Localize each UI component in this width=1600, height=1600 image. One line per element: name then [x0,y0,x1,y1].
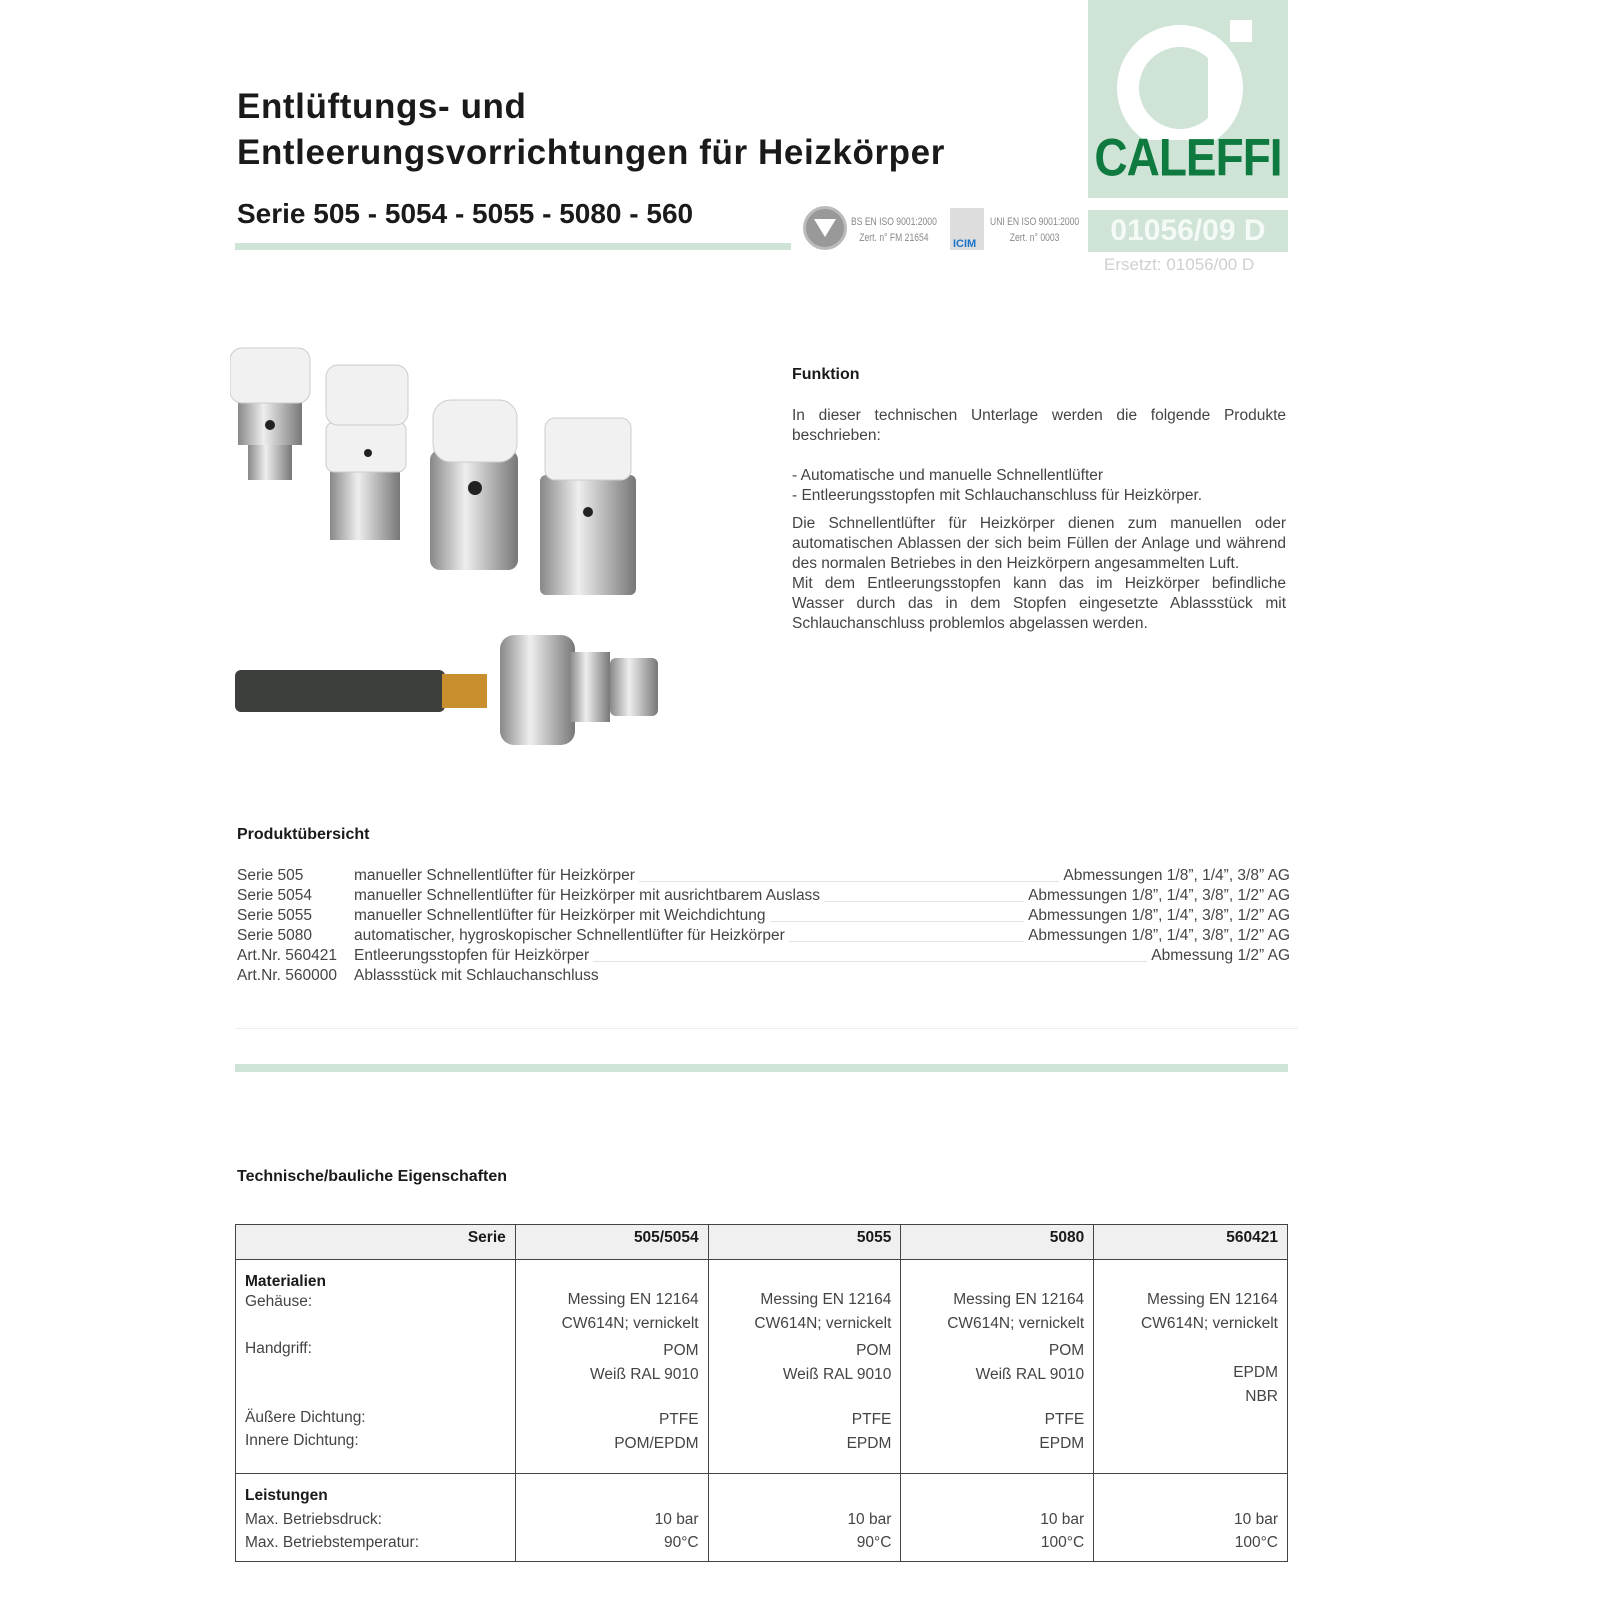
temperature-value: 90°C [856,1534,892,1551]
outer-seal-value: EPDM [1233,1364,1278,1381]
product-dimensions: Abmessungen 1/8”, 1/4”, 3/8”, 1/2” AG [1028,887,1290,904]
performance-cell [1094,1474,1288,1562]
cert-2-line1: UNI EN ISO 9001:2000 [990,216,1080,228]
housing-value: CW614N; vernickelt [1141,1314,1278,1332]
function-paragraph: Die Schnellentlüfter für Heizkörper dienen zum manuellen oder automatischen Ablassen der sich beim Füllen der Anlage und während des normalen Betriebes in den Heizkörpern angesammelten Luft. [792,515,1286,572]
product-id: Art.Nr. 560000 [237,967,337,984]
row-label: Max. Betriebsdruck: [245,1510,382,1528]
housing-value: CW614N; vernickelt [561,1314,699,1332]
handle-value: POM [1048,1342,1085,1359]
housing-value: Messing EN 12164 [953,1291,1085,1308]
outer-seal-value: PTFE [851,1411,892,1428]
product-id: Serie 5080 [237,927,312,944]
leader-line [824,901,1024,902]
inner-seal-value: EPDM [846,1434,892,1452]
overview-row [237,926,1290,946]
function-bullet: - Entleerungsstopfen mit Schlauchanschluss für Heizkörper. [792,487,1203,504]
function-heading: Funktion [792,366,860,383]
product-id: Serie 505 [237,867,304,884]
column-header: 5055 [708,1225,901,1260]
handle-value: POM [856,1342,892,1359]
product-desc: manueller Schnellentlüfter für Heizkörper [354,867,635,884]
column-header: 505/5054 [515,1225,708,1260]
section-label: Materialien [245,1273,326,1290]
leader-line [770,921,1025,922]
logo-mark-icon [1088,0,1288,140]
handle-value: Weiß RAL 9010 [975,1365,1085,1383]
overview-row [237,886,1290,906]
overview-heading: Produktübersicht [237,826,370,843]
product-desc: manueller Schnellentlüfter für Heizkörper mit Weichdichtung [354,907,766,924]
overview-row [237,946,1290,966]
row-label: Äußere Dichtung: [245,1408,366,1426]
temperature-value: 90°C [663,1534,699,1551]
valve-5054 [326,365,408,540]
performance-cell [515,1474,708,1562]
performance-cell [901,1474,1094,1562]
section-label: Leistungen [245,1487,328,1504]
table-row-performance [236,1474,1288,1562]
product-dimensions: Abmessungen 1/8”, 1/4”, 3/8” AG [1063,867,1290,884]
housing-value: Messing EN 12164 [567,1291,699,1308]
icim-cert-icon [950,208,984,250]
product-id: Serie 5055 [237,907,312,924]
product-desc: automatischer, hygroskopischer Schnellentlüfter für Heizkörper [354,927,785,944]
materials-cell [708,1260,901,1474]
product-overview-list [237,866,1290,986]
row-label: Handgriff: [245,1339,312,1357]
drain-plug [235,635,658,745]
pressure-value: 10 bar [654,1510,699,1528]
outer-seal-value: PTFE [658,1411,699,1428]
product-id: Serie 5054 [237,887,312,904]
product-id: Art.Nr. 560421 [237,947,337,964]
pressure-value: 10 bar [847,1510,892,1528]
materials-cell [515,1260,708,1474]
cert-2-line2: Zert. n° 0003 [1009,232,1060,244]
valve-505 [230,348,310,480]
function-section [792,366,1286,634]
title-line-1: Entlüftungs- und [237,87,527,126]
handle-value: Weiß RAL 9010 [782,1365,892,1383]
temperature-value: 100°C [1234,1534,1278,1551]
pressure-value: 10 bar [1234,1510,1278,1528]
performance-labels [236,1474,516,1562]
product-dimensions: Abmessungen 1/8”, 1/4”, 3/8”, 1/2” AG [1028,907,1290,924]
product-dimensions: Abmessungen 1/8”, 1/4”, 3/8”, 1/2” AG [1028,927,1290,944]
materials-cell [901,1260,1094,1474]
inner-seal-value: POM/EPDM [614,1434,699,1452]
product-desc: manueller Schnellentlüfter für Heizkörper mit ausrichtbarem Auslass [354,887,821,904]
materials-cell [1094,1260,1288,1474]
overview-row [237,906,1290,926]
housing-value: Messing EN 12164 [1147,1291,1278,1308]
tech-heading: Technische/bauliche Eigenschaften [237,1168,507,1185]
handle-value: POM [663,1342,699,1359]
cert-1 [851,214,937,246]
table-header-row [236,1225,1288,1260]
table-row-materials [236,1260,1288,1474]
leader-line [789,941,1024,942]
column-header: 560421 [1094,1225,1288,1260]
icim-badge: ICIM [953,238,977,250]
product-desc: Entleerungsstopfen für Heizkörper [354,947,590,964]
caleffi-logo [1088,0,1288,198]
valve-5055 [430,400,518,570]
handle-value: Weiß RAL 9010 [590,1365,699,1383]
doc-code: 01056/09 D [1088,210,1288,252]
column-header: 5080 [901,1225,1094,1260]
housing-value: CW614N; vernickelt [754,1314,892,1332]
divider [235,243,791,250]
cert-1-line1: BS EN ISO 9001:2000 [851,216,937,228]
replaces-code: Ersetzt: 01056/00 D [1104,255,1255,274]
cert-1-line2: Zert. n° FM 21654 [859,232,929,244]
function-paragraph: Mit dem Entleerungsstopfen kann das im Heizkörper befindliche Wasser durch das in dem Stopfen eingesetzte Ablassstück mit Schlauchanschluss problemlos abgelassen werden. [792,575,1286,632]
title-line-2: Entleerungsvorrichtungen für Heizkörper [237,133,945,172]
pressure-value: 10 bar [1040,1510,1085,1528]
product-desc: Ablassstück mit Schlauchanschluss [354,967,599,984]
logo-text: CALEFFI [1094,127,1282,187]
materials-labels [236,1260,516,1474]
temperature-value: 100°C [1040,1534,1085,1551]
leader-line [639,881,1060,882]
product-photo [230,340,670,760]
row-label: Innere Dichtung: [245,1432,359,1449]
function-bullet: - Automatische und manuelle Schnellentlüfter [792,467,1104,484]
page-title [237,84,945,176]
function-intro: In dieser technischen Unterlage werden die folgende Produkte beschrieben: [792,407,1286,444]
column-header: Serie [236,1225,516,1260]
bsi-cert-icon [803,206,847,250]
leader-line [593,961,1147,962]
overview-row [237,866,1290,886]
tech-table [235,1224,1288,1562]
housing-value: Messing EN 12164 [760,1291,892,1308]
outer-seal-value: PTFE [1044,1411,1085,1428]
divider [235,1028,1298,1029]
performance-cell [708,1474,901,1562]
housing-value: CW614N; vernickelt [947,1314,1085,1332]
overview-row [237,966,1290,986]
inner-seal-value: NBR [1245,1387,1278,1405]
valve-5080 [540,418,636,595]
series-heading: Serie 505 - 5054 - 5055 - 5080 - 560 [237,198,694,229]
row-label: Gehäuse: [245,1292,313,1310]
cert-2 [990,214,1079,246]
product-dimensions: Abmessung 1/2” AG [1151,947,1290,964]
divider [235,1064,1288,1072]
inner-seal-value: EPDM [1039,1434,1085,1452]
row-label: Max. Betriebstemperatur: [245,1534,420,1551]
